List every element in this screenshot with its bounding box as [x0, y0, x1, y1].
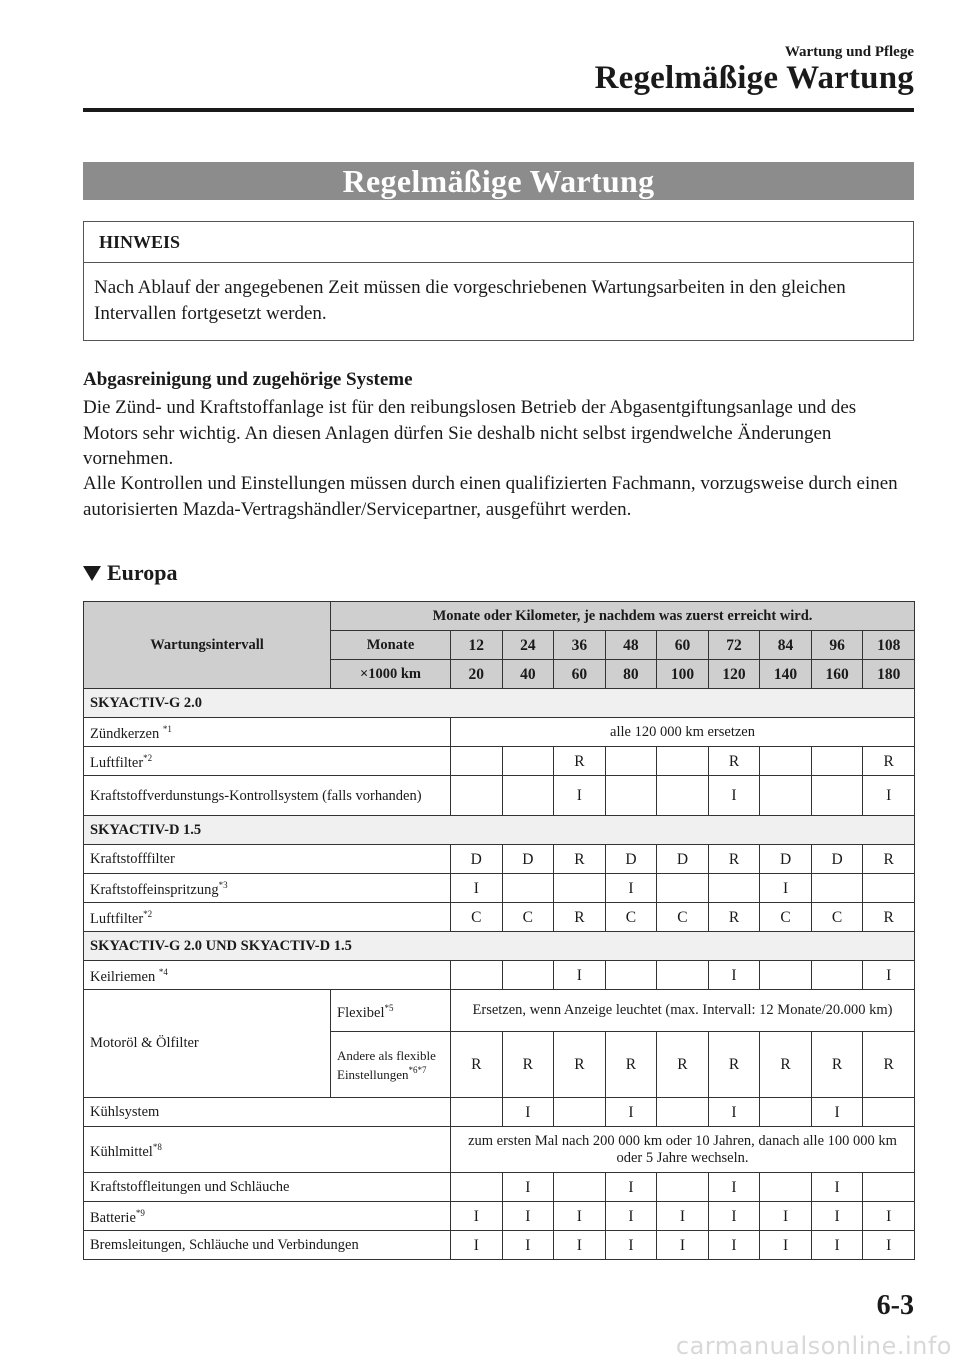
interval-cell: I — [811, 1173, 863, 1202]
interval-cell: C — [502, 903, 554, 932]
triangle-down-icon — [83, 566, 101, 581]
group-row — [84, 932, 915, 961]
interval-cell: R — [554, 1032, 606, 1098]
interval-cell: 180 — [863, 660, 915, 689]
interval-cell: I — [451, 874, 503, 903]
table-row — [84, 1098, 915, 1127]
interval-cell: I — [760, 1231, 812, 1260]
notice-heading: HINWEIS — [84, 222, 913, 263]
interval-cell — [863, 1173, 915, 1202]
interval-cell: C — [657, 903, 709, 932]
interval-cell: I — [708, 1173, 760, 1202]
row-label: Keilriemen $^{*4}$ — [84, 961, 451, 990]
interval-cell: 80 — [605, 660, 657, 689]
row-label: Motoröl & Ölfilter — [84, 990, 331, 1098]
interval-cell — [554, 874, 606, 903]
interval-cell — [554, 1173, 606, 1202]
sub-row-label: Andere als flexible Einstellungen$^{*6*7}$ — [331, 1032, 451, 1098]
interval-cell: 160 — [811, 660, 863, 689]
interval-cell: I — [554, 961, 606, 990]
row-note: alle 120 000 km ersetzen — [451, 718, 915, 747]
row-note: Ersetzen, wenn Anzeige leuchtet (max. Intervall: 12 Monate/20.000 km) — [451, 990, 915, 1032]
interval-cell: I — [708, 1231, 760, 1260]
interval-cell — [502, 961, 554, 990]
table-row — [84, 1173, 915, 1202]
interval-cell: I — [605, 1098, 657, 1127]
interval-cell — [554, 1098, 606, 1127]
interval-cell: 140 — [760, 660, 812, 689]
row-label: Zündkerzen $^{*1}$ — [84, 718, 451, 747]
interval-cell: I — [863, 961, 915, 990]
table-row — [84, 1127, 915, 1173]
interval-cell: R — [863, 903, 915, 932]
interval-cell — [811, 747, 863, 776]
interval-cell — [760, 961, 812, 990]
table-row — [84, 990, 915, 1032]
interval-cell: I — [811, 1098, 863, 1127]
interval-cell: C — [605, 903, 657, 932]
row-label: Luftfilter$^{*2}$ — [84, 903, 451, 932]
interval-cell: I — [760, 874, 812, 903]
interval-cell: I — [863, 776, 915, 816]
interval-cell: 96 — [811, 631, 863, 660]
row-label: Batterie$^{*9}$ — [84, 1202, 451, 1231]
interval-cell — [811, 874, 863, 903]
interval-cell — [657, 1098, 709, 1127]
interval-cell: R — [657, 1032, 709, 1098]
row-note: zum ersten Mal nach 200 000 km oder 10 Jahren, danach alle 100 000 km oder 5 Jahre wechseln. — [451, 1127, 915, 1173]
interval-cell: R — [554, 845, 606, 874]
interval-cell: R — [708, 747, 760, 776]
interval-cell — [502, 747, 554, 776]
row-label: Kühlmittel$^{*8}$ — [84, 1127, 451, 1173]
interval-cell: R — [708, 903, 760, 932]
group-row — [84, 816, 915, 845]
interval-cell: 84 — [760, 631, 812, 660]
region-label: Europa — [107, 560, 178, 585]
interval-cell — [863, 874, 915, 903]
row-label: Kraftstofffilter — [84, 845, 451, 874]
interval-cell: 72 — [708, 631, 760, 660]
interval-cell: I — [502, 1098, 554, 1127]
months-label: Monate — [331, 631, 451, 660]
section-paragraph-2: Alle Kontrollen und Einstellungen müssen durch einen qualifizierten Fachmann, vorzugsweise durch einen autorisierten Mazda-Vertragshändler/Servicepartner, ausgeführt werden. — [83, 473, 898, 520]
interval-cell: 108 — [863, 631, 915, 660]
interval-cell: I — [811, 1202, 863, 1231]
interval-cell: D — [657, 845, 709, 874]
table-row — [84, 776, 915, 816]
interval-cell: I — [605, 1231, 657, 1260]
notice-box — [83, 221, 914, 341]
interval-cell — [502, 874, 554, 903]
interval-cell: C — [451, 903, 503, 932]
interval-cell: R — [708, 845, 760, 874]
interval-cell: I — [657, 1231, 709, 1260]
interval-cell — [451, 961, 503, 990]
interval-cell: 12 — [451, 631, 503, 660]
interval-cell — [811, 776, 863, 816]
interval-cell — [657, 961, 709, 990]
interval-cell — [657, 776, 709, 816]
interval-cell — [451, 1098, 503, 1127]
interval-cell — [760, 776, 812, 816]
header-section-label: Wartung und Pflege — [784, 44, 914, 60]
interval-cell — [863, 1098, 915, 1127]
interval-cell: 40 — [502, 660, 554, 689]
interval-cell: D — [502, 845, 554, 874]
interval-cell: I — [605, 1173, 657, 1202]
interval-cell — [605, 776, 657, 816]
interval-cell: I — [708, 776, 760, 816]
interval-cell: R — [451, 1032, 503, 1098]
interval-cell — [708, 874, 760, 903]
region-heading — [83, 560, 178, 586]
interval-cell: I — [708, 1098, 760, 1127]
interval-cell: I — [502, 1173, 554, 1202]
interval-cell: I — [502, 1202, 554, 1231]
interval-cell: R — [605, 1032, 657, 1098]
watermark: carmanualsonline.info — [675, 1332, 952, 1360]
header-title: Regelmäßige Wartung — [594, 60, 914, 96]
interval-cell: 60 — [657, 631, 709, 660]
interval-cell — [760, 747, 812, 776]
table-row — [84, 1202, 915, 1231]
group-row — [84, 689, 915, 718]
interval-cell — [502, 776, 554, 816]
interval-cell: I — [554, 1202, 606, 1231]
interval-cell — [605, 961, 657, 990]
interval-cell — [605, 747, 657, 776]
interval-cell — [451, 747, 503, 776]
interval-cell: I — [605, 874, 657, 903]
row-label: Kraftstoffverdunstungs-Kontrollsystem (falls vorhanden) — [84, 776, 451, 816]
interval-cell: I — [657, 1202, 709, 1231]
interval-cell: 60 — [554, 660, 606, 689]
maintenance-table — [83, 601, 915, 1260]
interval-cell: D — [605, 845, 657, 874]
interval-cell: 100 — [657, 660, 709, 689]
group-skyactiv-g: SKYACTIV-G 2.0 — [84, 689, 915, 718]
interval-cell: 20 — [451, 660, 503, 689]
interval-cell: I — [863, 1202, 915, 1231]
interval-cell — [760, 1173, 812, 1202]
interval-cell: D — [811, 845, 863, 874]
interval-cell: 48 — [605, 631, 657, 660]
interval-cell: I — [554, 776, 606, 816]
row-label: Luftfilter$^{*2}$ — [84, 747, 451, 776]
interval-cell: R — [554, 903, 606, 932]
km-label: ×1000 km — [331, 660, 451, 689]
section-heading: Abgasreinigung und zugehörige Systeme — [83, 369, 413, 390]
table-row — [84, 1231, 915, 1260]
group-skyactiv-d: SKYACTIV-D 1.5 — [84, 816, 915, 845]
row-label: Bremsleitungen, Schläuche und Verbindungen — [84, 1231, 451, 1260]
interval-cell — [451, 1173, 503, 1202]
row-label: Kraftstoffleitungen und Schläuche — [84, 1173, 451, 1202]
interval-cell: I — [708, 961, 760, 990]
interval-cell: R — [760, 1032, 812, 1098]
interval-cell: C — [811, 903, 863, 932]
section-paragraph-1: Die Zünd- und Kraftstoffanlage ist für den reibungslosen Betrieb der Abgasentgiftungsanlage und des Motors sehr wichtig. An diesen Anlagen dürfen Sie deshalb nicht selbst irgendwelche Änderungen vornehmen. — [83, 397, 857, 469]
interval-cell: R — [554, 747, 606, 776]
interval-cell: I — [451, 1202, 503, 1231]
interval-cell: C — [760, 903, 812, 932]
interval-cell: I — [605, 1202, 657, 1231]
interval-cell — [760, 1098, 812, 1127]
interval-cell: I — [708, 1202, 760, 1231]
interval-cell — [657, 747, 709, 776]
table-row — [84, 961, 915, 990]
page-number: 6-3 — [876, 1290, 914, 1321]
interval-cell: I — [502, 1231, 554, 1260]
interval-cell: D — [451, 845, 503, 874]
interval-cell: 36 — [554, 631, 606, 660]
sub-row-label: Flexibel$^{*5}$ — [331, 990, 451, 1032]
table-row — [84, 845, 915, 874]
interval-cell: I — [760, 1202, 812, 1231]
row-label: Kühlsystem — [84, 1098, 451, 1127]
interval-cell — [451, 776, 503, 816]
table-header-row-span — [84, 602, 915, 631]
interval-label: Wartungsintervall — [84, 602, 331, 689]
interval-cell: I — [554, 1231, 606, 1260]
table-row — [84, 718, 915, 747]
interval-cell — [657, 1173, 709, 1202]
interval-cell: R — [863, 845, 915, 874]
interval-cell: R — [863, 1032, 915, 1098]
interval-cell: I — [811, 1231, 863, 1260]
page-title-bar: Regelmäßige Wartung — [83, 162, 914, 200]
interval-cell: I — [451, 1231, 503, 1260]
interval-cell: R — [502, 1032, 554, 1098]
interval-cell: D — [760, 845, 812, 874]
interval-cell: R — [863, 747, 915, 776]
table-row — [84, 903, 915, 932]
interval-cell: I — [863, 1231, 915, 1260]
interval-cell: 120 — [708, 660, 760, 689]
table-row — [84, 874, 915, 903]
interval-cell: R — [708, 1032, 760, 1098]
row-label: Kraftstoffeinspritzung$^{*3}$ — [84, 874, 451, 903]
notice-text: Nach Ablauf der angegebenen Zeit müssen die vorgeschriebenen Wartungsarbeiten in den gleichen Intervallen fortgesetzt werden. — [94, 277, 846, 324]
interval-cell: 24 — [502, 631, 554, 660]
interval-cell — [811, 961, 863, 990]
table-row — [84, 747, 915, 776]
group-both: SKYACTIV-G 2.0 UND SKYACTIV-D 1.5 — [84, 932, 915, 961]
span-header: Monate oder Kilometer, je nachdem was zuerst erreicht wird. — [331, 602, 915, 631]
interval-cell: R — [811, 1032, 863, 1098]
interval-cell — [657, 874, 709, 903]
header-rule — [83, 108, 914, 112]
